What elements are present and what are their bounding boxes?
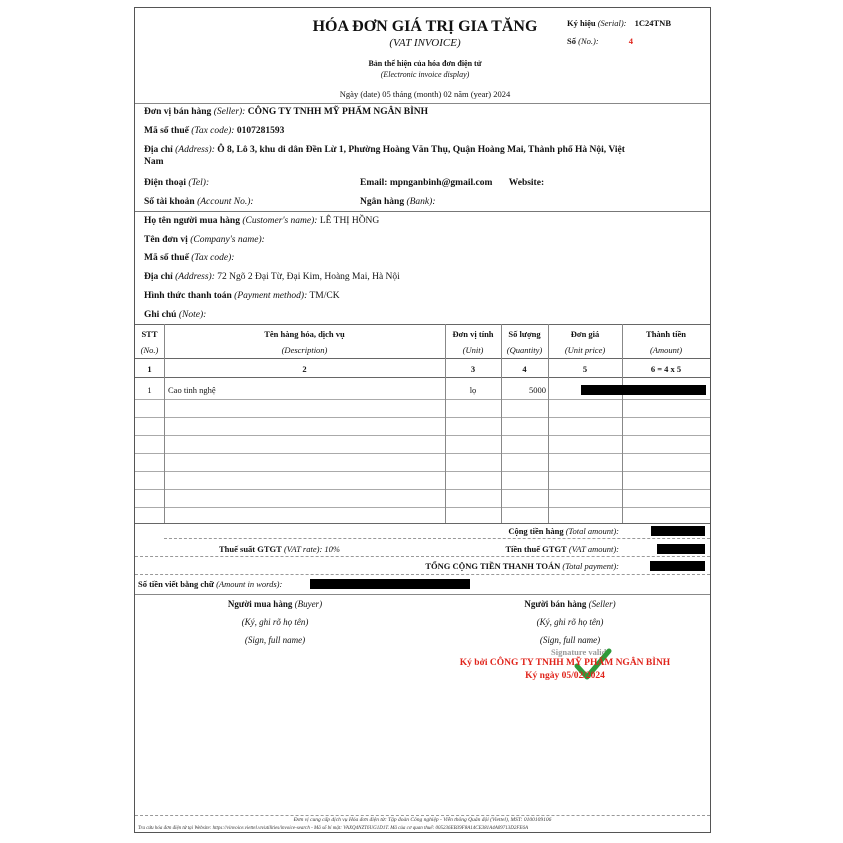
buyer-sign-note-en: (Sign, full name): [244, 635, 306, 645]
seller-address-label: Địa chỉ: [144, 145, 173, 155]
header-description-vi: Tên hàng hóa, dịch vụ: [264, 329, 345, 339]
header-amount-en: (Amount): [649, 345, 683, 355]
header-unit-price-vi: Đơn giá: [570, 329, 600, 339]
seller-name-value: CÔNG TY TNHH MỸ PHẨM NGÂN BÌNH: [247, 107, 429, 117]
seller-bank-label-en: (Bank):: [406, 197, 436, 207]
vat-amount-label: Tiền thuế GTGT: [505, 544, 567, 554]
header-unit-price: [548, 328, 622, 356]
seller-phone-line: [144, 177, 209, 189]
buyer-payment-value: TM/CK: [309, 291, 340, 301]
buyer-name-line: [144, 215, 379, 227]
seller-email-label: Email:: [360, 178, 388, 188]
header-no-en: (No.): [140, 345, 159, 355]
invoice-title: HÓA ĐƠN GIÁ TRỊ GIA TĂNG: [312, 18, 538, 35]
buyer-name-value: LÊ THỊ HỒNG: [319, 216, 380, 226]
items-table: [135, 324, 710, 524]
row-description: Cao tinh nghệ: [168, 385, 216, 395]
seller-website-label: Website:: [508, 178, 545, 188]
seller-address-line: [144, 144, 625, 156]
display-note: Bản thể hiện của hóa đơn điện tử: [368, 59, 482, 68]
header-amount: [622, 328, 710, 356]
number-line: [567, 35, 633, 47]
footer-lookup: Tra cứu hóa đơn điện tử tại Website: https://vinvoice.viettel.vn/utilities/invoice-search - Mã số bí mật: VAXQ4NZT6UG1D1T. Mã của cơ quan thuế: 005236EB39F8A14CE381A4A09713D2FE6A: [138, 826, 529, 831]
buyer-address-label-en: (Address):: [175, 272, 215, 282]
buyer-payment-line: [144, 290, 340, 302]
header-unit: [445, 328, 501, 356]
buyer-payment-label-en: (Payment method):: [234, 291, 308, 301]
vat-rate-label-en: (VAT rate):: [283, 544, 323, 554]
vat-amount-line: [435, 543, 619, 555]
seller-title-en: (Seller): [588, 599, 616, 609]
buyer-address-line: [144, 271, 400, 283]
header-quantity-en: (Quantity): [506, 345, 543, 355]
seller-address-label-en: (Address):: [175, 145, 215, 155]
total-label: TỔNG CỘNG TIỀN THANH TOÁN: [425, 561, 561, 571]
seller-email-value: mpnganbinh@gmail.com: [389, 178, 493, 188]
seller-tax-label: Mã số thuế: [144, 126, 189, 136]
row-unit: lọ: [469, 385, 477, 395]
seller-bank-label: Ngân hàng: [360, 197, 405, 207]
seller-email-line: [360, 177, 544, 189]
seller-tax-line: [144, 125, 284, 137]
vat-rate-label: Thuế suất GTGT: [219, 544, 282, 554]
total-redacted: [650, 561, 705, 571]
invoice-page: [134, 7, 711, 833]
seller-name-label: Đơn vị bán hàng: [144, 107, 212, 117]
vat-amount-redacted: [657, 544, 705, 554]
seller-signature-block: [490, 598, 650, 646]
invoice-date: Ngày (date) 05 tháng (month) 02 năm (year) 2024: [339, 89, 511, 99]
signed-by: Ký bởi CÔNG TY TNHH MỸ PHẨM NGÂN BÌNH: [459, 658, 671, 668]
vat-rate-line: [219, 543, 340, 555]
seller-address-value: Ô 8, Lô 3, khu di dân Đền Lừ 1, Phường Hoàng Văn Thụ, Quận Hoàng Mai, Thành phố Hà Nội, Việt: [217, 145, 625, 155]
buyer-note-label-en: (Note):: [178, 310, 207, 320]
index-4: 4: [522, 364, 527, 374]
vat-rate-value: 10%: [324, 544, 340, 554]
vat-amount-label-en: (VAT amount):: [568, 544, 619, 554]
buyer-title-en: (Buyer): [294, 599, 323, 609]
buyer-name-label-en: (Customer's name):: [242, 216, 318, 226]
row-price-redacted: [581, 385, 706, 395]
seller-phone-label: Điện thoại: [144, 178, 186, 188]
number-label: Số: [567, 36, 576, 46]
amount-words-label-en: (Amount in words):: [216, 579, 283, 589]
seller-address-value-2: Nam: [144, 157, 164, 167]
serial-value: 1C24TNB: [634, 18, 671, 28]
amount-words-line: [138, 578, 282, 590]
header-quantity: [501, 328, 548, 356]
subtotal-redacted: [651, 526, 705, 536]
total-line: [335, 560, 619, 572]
header-description-en: (Description): [281, 345, 328, 355]
buyer-tax-label: Mã số thuế: [144, 253, 189, 263]
index-3: 3: [470, 364, 476, 374]
seller-sign-note-en: (Sign, full name): [539, 635, 601, 645]
buyer-name-label: Họ tên người mua hàng: [144, 216, 240, 226]
total-label-en: (Total payment):: [562, 561, 619, 571]
buyer-tax-line: [144, 252, 234, 264]
index-5: 5: [582, 364, 588, 374]
amount-words-label: Số tiền viết bằng chữ: [138, 579, 214, 589]
header-no-vi: STT: [141, 329, 158, 339]
row-quantity: 5000: [529, 385, 546, 395]
header-amount-vi: Thành tiền: [646, 329, 686, 339]
buyer-tax-label-en: (Tax code):: [191, 253, 235, 263]
buyer-company-label-en: (Company's name):: [190, 235, 265, 245]
serial-line: [567, 17, 671, 29]
row-no: 1: [147, 385, 152, 395]
header-no: [135, 328, 164, 356]
header-quantity-vi: Số lượng: [508, 329, 541, 339]
header-description: [164, 328, 445, 356]
serial-label: Ký hiệu: [567, 18, 596, 28]
buyer-payment-label: Hình thức thanh toán: [144, 291, 232, 301]
seller-tax-label-en: (Tax code):: [191, 126, 235, 136]
table-row: [135, 382, 710, 398]
signature-valid: Signature valid: [551, 647, 607, 657]
buyer-address-label: Địa chỉ: [144, 272, 173, 282]
buyer-address-value: 72 Ngõ 2 Đại Từ, Đại Kim, Hoàng Mai, Hà Nội: [217, 272, 400, 282]
display-note-en: (Electronic invoice display): [380, 70, 470, 79]
buyer-note-label: Ghi chú: [144, 310, 177, 320]
buyer-note-line: [144, 309, 206, 321]
buyer-company-line: [144, 234, 265, 246]
subtotal-label: Cộng tiền hàng: [508, 526, 564, 536]
serial-label-en: (Serial):: [597, 18, 627, 28]
header-unit-price-en: (Unit price): [564, 345, 606, 355]
signed-date: Ký ngày 05/02/2024: [525, 671, 605, 681]
seller-account-label: Số tài khoản: [144, 197, 195, 207]
header-unit-en: (Unit): [462, 345, 484, 355]
seller-account-label-en: (Account No.):: [197, 197, 254, 207]
number-label-en: (No.):: [578, 36, 599, 46]
subtotal-line: [435, 525, 619, 537]
header-unit-vi: Đơn vị tính: [452, 329, 494, 339]
seller-sign-note: (Ký, ghi rõ họ tên): [536, 617, 604, 627]
subtotal-label-en: (Total amount):: [565, 526, 619, 536]
buyer-sign-note: (Ký, ghi rõ họ tên): [241, 617, 309, 627]
buyer-signature-block: [195, 598, 355, 646]
buyer-company-label: Tên đơn vị: [144, 235, 188, 245]
index-1: 1: [147, 364, 152, 374]
invoice-subtitle: (VAT INVOICE): [389, 37, 461, 49]
seller-name-label-en: (Seller):: [213, 107, 246, 117]
amount-words-redacted: [310, 579, 470, 589]
seller-account-line: [144, 196, 254, 208]
footer-provider: Đơn vị cung cấp dịch vụ Hóa đơn điện tử: Tập đoàn Công nghiệp - Viễn thông Quân đội (Viettel), MST: 0100109106: [293, 817, 552, 823]
seller-phone-label-en: (Tel):: [188, 178, 210, 188]
seller-tax-value: 0107281593: [236, 126, 285, 136]
seller-bank-line: [360, 196, 435, 208]
seller-title: Người bán hàng: [524, 599, 587, 609]
buyer-title: Người mua hàng: [227, 599, 293, 609]
seller-name-line: [144, 106, 428, 118]
number-value: 4: [628, 36, 634, 46]
index-2: 2: [302, 364, 307, 374]
index-6: 6 = 4 x 5: [650, 364, 682, 374]
